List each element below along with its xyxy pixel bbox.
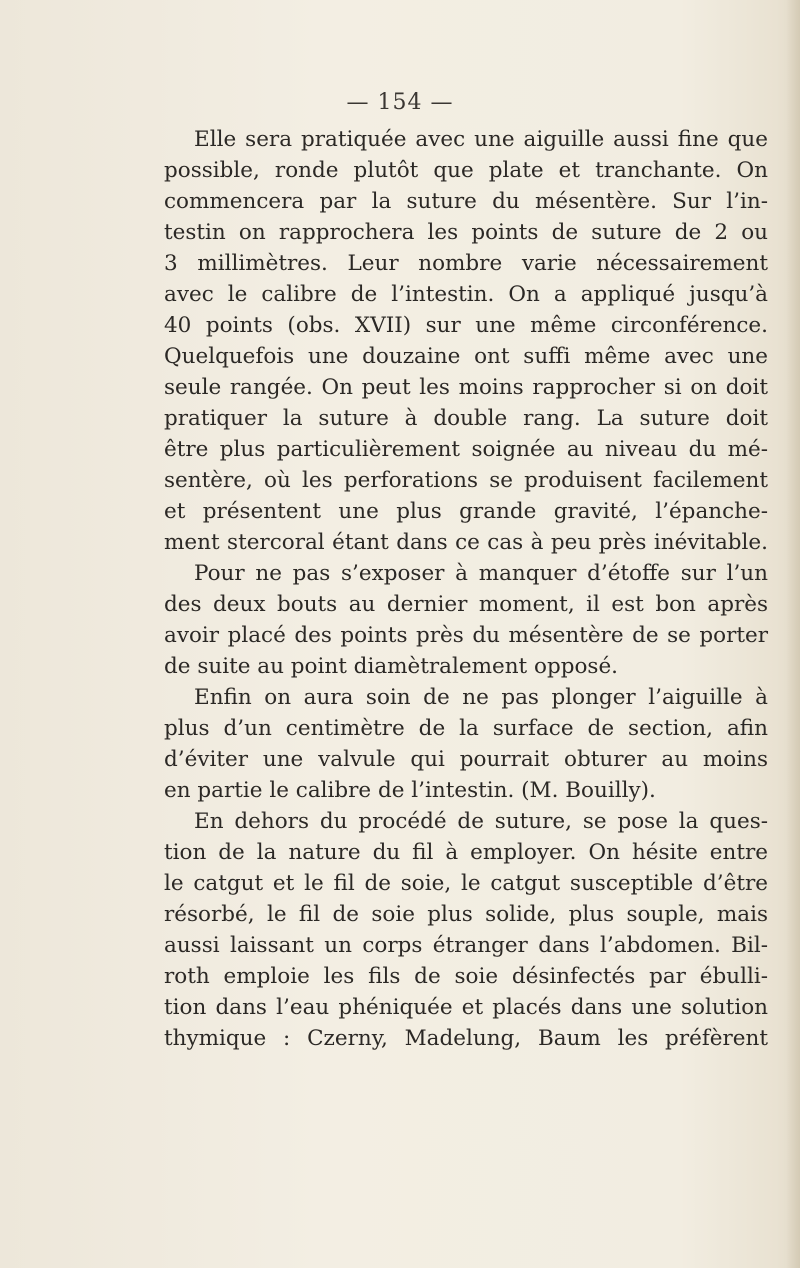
page-edge-shadow <box>786 0 800 1268</box>
text-line: testin on rapprochera les points de suture de 2 ou <box>164 220 768 245</box>
text-line: Quelquefois une douzaine ont suffi même avec une <box>164 344 768 369</box>
text-line: Pour ne pas s’exposer à manquer d’étoffe sur l’un <box>194 561 768 586</box>
text-line: seule rangée. On peut les moins rapprocher si on doit <box>164 375 768 400</box>
text-line: thymique : Czerny, Madelung, Baum les préfèrent <box>164 1026 768 1051</box>
text-line: roth emploie les fils de soie désinfectés par ébulli- <box>164 964 768 989</box>
text-line: 3 millimètres. Leur nombre varie nécessairement <box>164 251 768 276</box>
text-line: avec le calibre de l’intestin. On a appliqué jusqu’à <box>164 282 768 307</box>
text-line: et présentent une plus grande gravité, l’épanche- <box>164 499 768 524</box>
text-line: commencera par la suture du mésentère. Sur l’in- <box>164 189 768 214</box>
text-line: 40 points (obs. XVII) sur une même circonférence. <box>164 313 768 338</box>
text-line: des deux bouts au dernier moment, il est bon après <box>164 592 768 617</box>
text-line: être plus particulièrement soignée au niveau du mé- <box>164 437 768 462</box>
text-line: ment stercoral étant dans ce cas à peu près inévitable. <box>164 530 768 555</box>
text-line: résorbé, le fil de soie plus solide, plus souple, mais <box>164 902 768 927</box>
text-line: d’éviter une valvule qui pourrait obturer au moins <box>164 747 768 772</box>
text-line: tion de la nature du fil à employer. On hésite entre <box>164 840 768 865</box>
text-line: Enfin on aura soin de ne pas plonger l’aiguille à <box>194 685 768 710</box>
text-line: de suite au point diamètralement opposé. <box>164 654 619 679</box>
text-line: pratiquer la suture à double rang. La suture doit <box>164 406 768 431</box>
text-line: Elle sera pratiquée avec une aiguille aussi fine que <box>194 127 768 152</box>
text-line: aussi laissant un corps étranger dans l’abdomen. Bil- <box>164 933 768 958</box>
text-line: en partie le calibre de l’intestin. (M. Bouilly). <box>164 778 656 803</box>
text-line: sentère, où les perforations se produisent facilement <box>164 468 768 493</box>
text-line: avoir placé des points près du mésentère de se porter <box>164 623 768 648</box>
text-line: plus d’un centimètre de la surface de section, afin <box>164 716 768 741</box>
text-line: tion dans l’eau phéniquée et placés dans une solution <box>164 995 768 1020</box>
text-line: En dehors du procédé de suture, se pose la ques- <box>194 809 768 834</box>
body-text <box>164 124 768 1054</box>
page-number: — 154 — <box>346 90 454 115</box>
text-line: possible, ronde plutôt que plate et tranchante. On <box>164 158 768 183</box>
text-line: le catgut et le fil de soie, le catgut susceptible d’être <box>164 871 768 896</box>
